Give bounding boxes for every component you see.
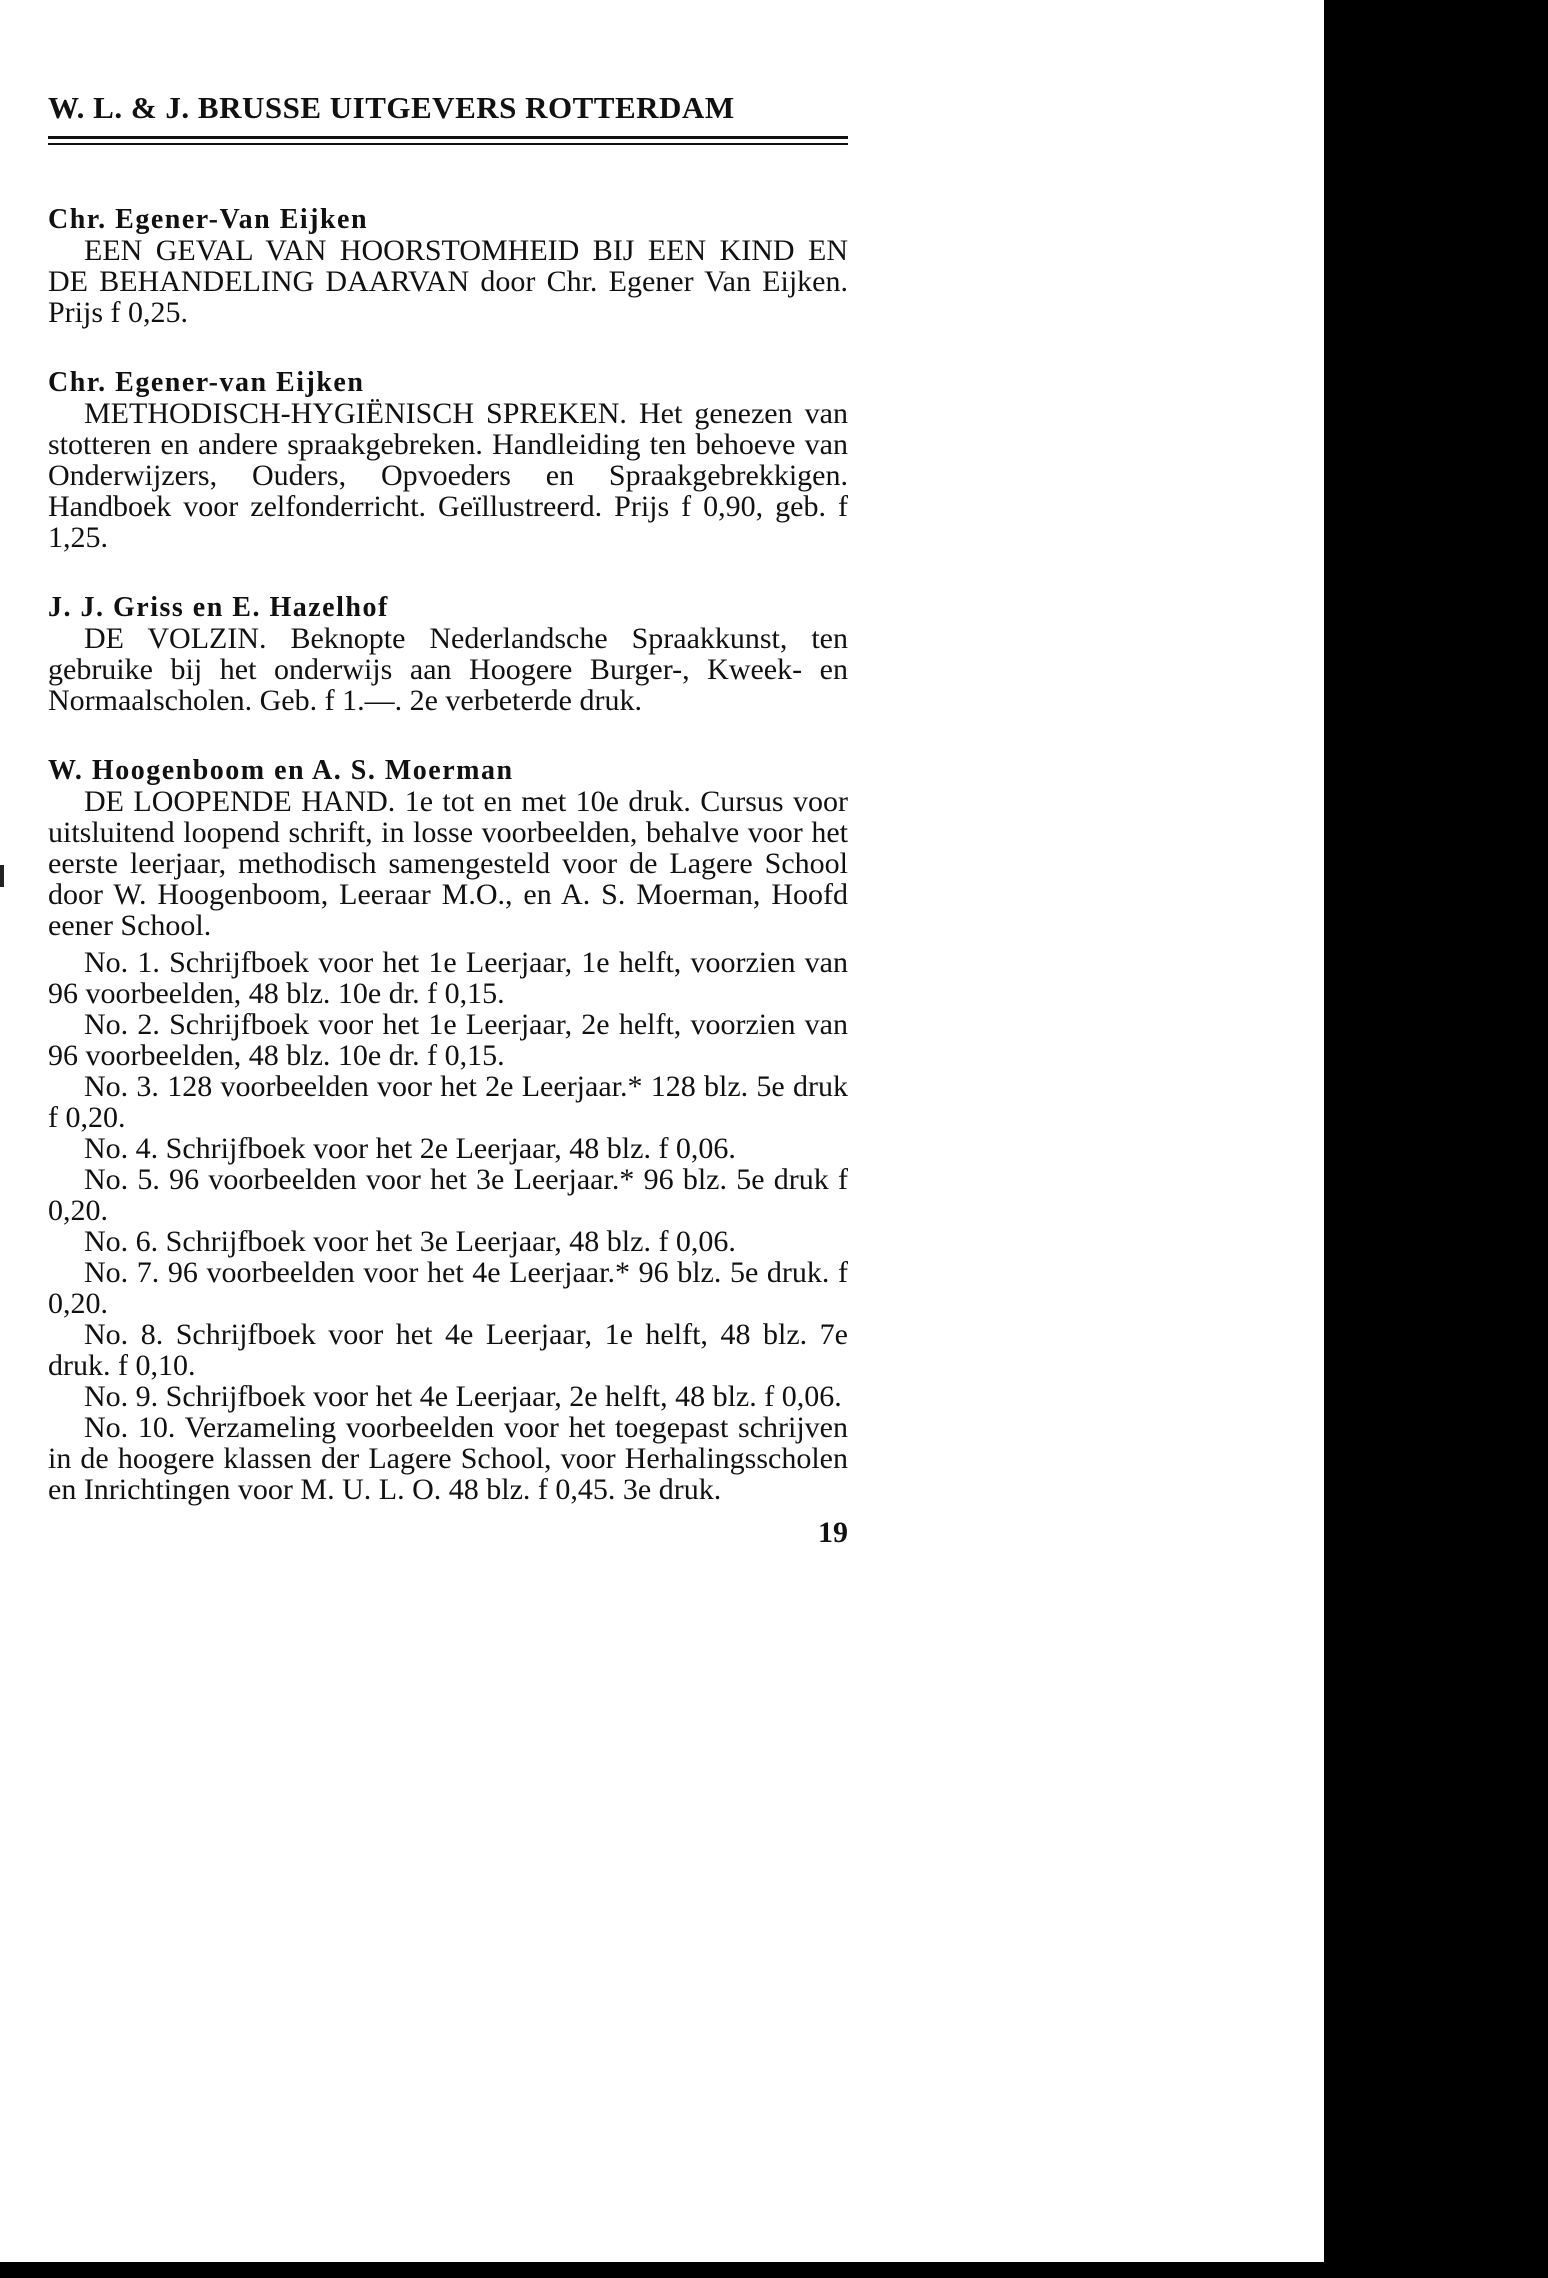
series-item: No. 6. Schrijfboek voor het 3e Leerjaar, 48 blz. f 0,06. <box>84 1225 736 1258</box>
series-item: No. 10. Verzameling voorbeelden voor het toegepast schrijven in de hoogere klassen der Lagere School, voor Herhalingsscholen en Inrichtingen voor M. U. L. O. 48 blz. f 0,45. 3e druk. <box>48 1411 848 1506</box>
series-item: No. 8. Schrijfboek voor het 4e Leerjaar, 1e helft, 48 blz. 7e druk. f 0,10. <box>48 1318 848 1382</box>
catalog-entry <box>48 368 848 553</box>
entry-author: Chr. Egener-Van Eijken <box>48 204 369 235</box>
entry-author: W. Hoogenboom en A. S. Moerman <box>48 755 514 786</box>
series-item: No. 2. Schrijfboek voor het 1e Leerjaar, 2e helft, voorzien van 96 voorbeelden, 48 blz. 10e dr. f 0,15. <box>48 1008 848 1072</box>
entry-text: EEN GEVAL VAN HOORSTOMHEID BIJ EEN KIND EN DE BEHANDELING DAARVAN door Chr. Egener Van Eijken. Prijs f 0,25. <box>48 234 848 329</box>
page-number: 19 <box>818 1516 848 1549</box>
scan-border-bottom <box>0 2262 1548 2278</box>
publisher-header: W. L. & J. BRUSSE UITGEVERS ROTTERDAM <box>48 90 735 125</box>
header-rule-thick <box>48 136 848 139</box>
entry-text: METHODISCH-HYGIËNISCH SPREKEN. Het genezen van stotteren en andere spraakgebreken. Handleiding ten behoeve van Onderwijzers, Ouders, Opvoeders en Spraakgebrekkigen. Handboek voor zelfonderricht. Geïllustreerd. Prijs f 0,90, geb. f 1,25. <box>48 397 848 554</box>
series-item: No. 4. Schrijfboek voor het 2e Leerjaar, 48 blz. f 0,06. <box>84 1132 736 1165</box>
catalog-entry <box>48 593 848 716</box>
series-item: No. 1. Schrijfboek voor het 1e Leerjaar, 1e helft, voorzien van 96 voorbeelden, 48 blz. 10e dr. f 0,15. <box>48 946 848 1010</box>
series-item: No. 3. 128 voorbeelden voor het 2e Leerjaar.* 128 blz. 5e druk f 0,20. <box>48 1070 848 1134</box>
header-rule-thin <box>48 143 848 145</box>
catalog-entry <box>48 756 848 1505</box>
series-item: No. 7. 96 voorbeelden voor het 4e Leerjaar.* 96 blz. 5e druk. f 0,20. <box>48 1256 848 1320</box>
scan-border-right <box>1324 0 1548 2278</box>
series-item: No. 9. Schrijfboek voor het 4e Leerjaar, 2e helft, 48 blz. f 0,06. <box>84 1380 842 1413</box>
catalog-entry <box>48 205 848 328</box>
entry-author: Chr. Egener-van Eijken <box>48 367 365 398</box>
page-column <box>48 88 848 1551</box>
entry-text: DE LOOPENDE HAND. 1e tot en met 10e druk. Cursus voor uitsluitend loopend schrift, in losse voorbeelden, behalve voor het eerste leerjaar, methodisch samengesteld voor de Lagere School door W. Hoogenboom, Leeraar M.O., en A. S. Moerman, Hoofd eener School. <box>48 785 848 942</box>
series-item: No. 5. 96 voorbeelden voor het 3e Leerjaar.* 96 blz. 5e druk f 0,20. <box>48 1163 848 1227</box>
entry-author: J. J. Griss en E. Hazelhof <box>48 592 389 623</box>
scan-edge-mark <box>0 865 4 887</box>
entry-text: DE VOLZIN. Beknopte Nederlandsche Spraakkunst, ten gebruike bij het onderwijs aan Hoogere Burger-, Kweek- en Normaalscholen. Geb. f 1.—. 2e verbeterde druk. <box>48 622 848 717</box>
